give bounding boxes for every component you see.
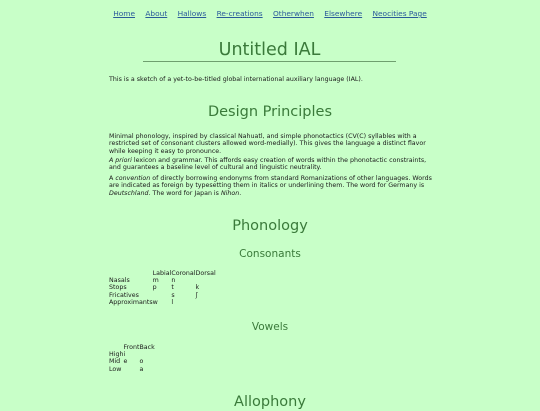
convention-emphasis: convention	[115, 175, 151, 182]
row-label: Low	[109, 365, 122, 373]
nav-link-elsewhere[interactable]: Elsewhere	[324, 9, 363, 18]
design-principles-heading: Design Principles	[207, 104, 333, 120]
intro-paragraph: This is a sketch of a yet-to-be-titled global international auxiliary language (IAL).	[109, 76, 363, 83]
table-cell: m	[152, 277, 159, 285]
table-row	[109, 358, 155, 365]
table-cell: p	[152, 284, 157, 292]
nav-link-neocities-page[interactable]: Neocities Page	[372, 9, 427, 18]
convention-text-c: . The word for Japan is	[148, 189, 221, 197]
row-label: Mid	[109, 358, 121, 366]
table-cell: n	[171, 277, 176, 285]
phonology-heading: Phonology	[232, 218, 308, 234]
table-row	[109, 299, 216, 306]
table-cell: ʃ	[195, 291, 198, 299]
table-cell: a	[139, 365, 144, 373]
table-row	[109, 351, 155, 358]
row-label: Stops	[109, 284, 127, 292]
table-cell	[196, 299, 216, 306]
convention-text-b: of directly borrowing endonyms from standard Romanizations of other languages. Words are indicated as foreign by typesetting them in italics or underlining them. The word for Germany is	[109, 175, 432, 190]
table-header-cell: Dorsal	[195, 270, 216, 277]
table-row	[109, 277, 216, 284]
row-label: Fricatives	[109, 291, 139, 299]
table-cell: l	[171, 298, 174, 306]
allophony-heading: Allophony	[234, 394, 306, 410]
table-cell	[153, 292, 172, 299]
table-cell: i	[123, 351, 126, 359]
table-cell: w	[152, 298, 158, 306]
row-label: High	[109, 351, 124, 359]
design-paragraph-lexicon	[109, 157, 439, 172]
vowels-table	[109, 344, 155, 373]
example-word-germany: Deutschland	[109, 189, 149, 197]
design-paragraph-lexicon-text: lexicon and grammar. This affords easy creation of words within the phonotactic constraints, and guarantees a baseline level of cultural and linguistic neutrality.	[109, 157, 427, 172]
table-cell: s	[171, 291, 175, 299]
design-paragraph-lexicon-emphasis: A priori	[109, 157, 132, 164]
consonants-heading: Consonants	[239, 248, 301, 260]
table-header-row	[109, 344, 155, 351]
table-cell: o	[139, 358, 144, 366]
nav-link-hallows[interactable]: Hallows	[177, 9, 207, 18]
row-label: Approximants	[109, 298, 153, 306]
nav-link-about[interactable]: About	[145, 9, 168, 18]
design-paragraph-phonology: Minimal phonology, inspired by classical Nahuatl, and simple phonotactics (CV(C) syllables with a restricted set of consonant clusters allowed word-medially). This gives the language a distinct flavor while keeping it easy to pronounce.	[109, 133, 426, 155]
design-paragraph-convention	[109, 175, 439, 197]
table-header-cell	[109, 344, 123, 351]
nav-link-otherwhen[interactable]: Otherwhen	[272, 9, 314, 18]
table-header-row	[109, 270, 216, 277]
table-header-cell: Labial	[152, 270, 172, 277]
table-header-cell: Coronal	[171, 270, 196, 277]
convention-text-a: A	[109, 175, 116, 182]
nav-link-home[interactable]: Home	[113, 9, 136, 18]
table-cell	[196, 277, 216, 284]
vowels-heading: Vowels	[251, 321, 289, 333]
table-header-cell: Front	[123, 344, 140, 351]
table-row	[109, 366, 155, 373]
table-cell	[139, 351, 154, 358]
nav-link-re-creations[interactable]: Re-creations	[216, 9, 263, 18]
page-title: Untitled IAL	[143, 40, 396, 62]
table-header-cell	[109, 270, 153, 277]
table-header-cell: Back	[139, 344, 155, 351]
example-word-japan: Nihon	[220, 189, 240, 197]
top-navigation	[0, 9, 540, 18]
row-label: Nasals	[109, 277, 130, 285]
convention-text-d: .	[239, 189, 242, 197]
table-row	[109, 284, 216, 291]
table-cell: e	[123, 358, 128, 366]
table-row	[109, 292, 216, 299]
table-cell	[123, 366, 139, 373]
table-cell: t	[171, 284, 174, 292]
table-cell: k	[195, 284, 200, 292]
consonants-table	[109, 270, 216, 306]
